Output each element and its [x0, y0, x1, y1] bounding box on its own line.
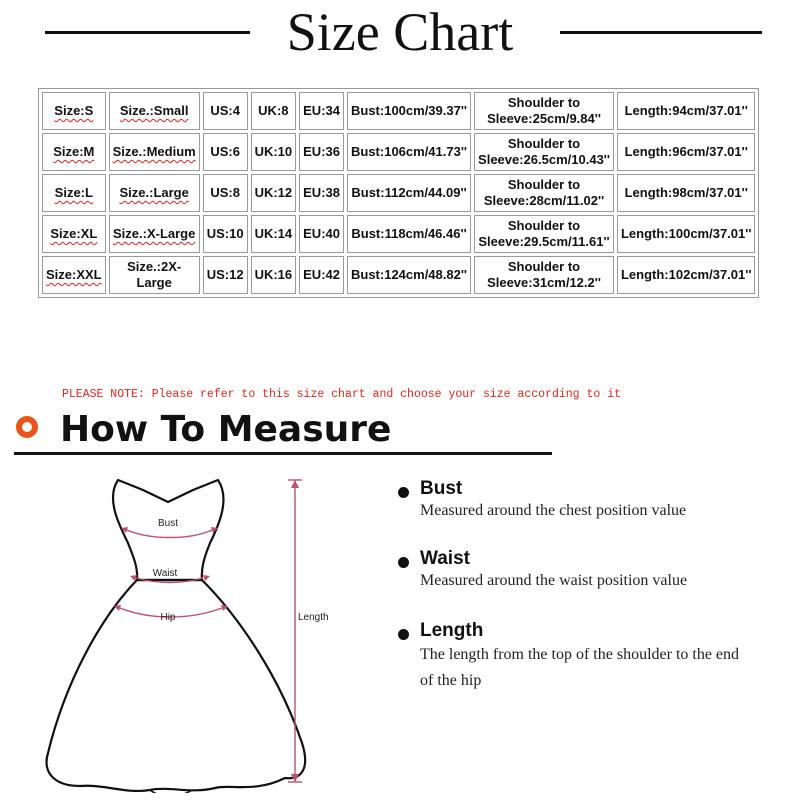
cell-text: EU:42	[303, 267, 340, 282]
measure-item-desc: Measured around the chest position value	[420, 502, 687, 519]
dress-outline-bodice	[113, 480, 224, 580]
table-cell	[347, 174, 471, 212]
cell-text: Size.:X-Large	[112, 226, 196, 241]
cell-text: Length:94cm/37.01''	[624, 103, 748, 118]
cell-text: EU:38	[303, 185, 340, 200]
size-note: PLEASE NOTE: Please refer to this size chart and choose your size according to it	[62, 388, 621, 401]
measure-title: How To Measure	[60, 409, 392, 450]
table-row	[42, 174, 755, 212]
cell-text: Size.:Large	[119, 185, 189, 200]
cell-text: UK:12	[254, 185, 293, 200]
table-cell	[299, 174, 344, 212]
cell-text: Sleeve:28cm/11.02''	[483, 193, 605, 208]
cell-text: Sleeve:26.5cm/10.43''	[478, 152, 610, 167]
cell-text: Shoulder to	[507, 136, 581, 151]
table-cell	[299, 133, 344, 171]
cell-text: Shoulder to	[507, 177, 581, 192]
table-cell	[109, 256, 200, 294]
diagram-label-waist: Waist	[152, 568, 178, 579]
table-cell	[617, 215, 755, 253]
table-cell	[109, 215, 200, 253]
table-row	[42, 256, 755, 294]
table-cell	[251, 256, 297, 294]
table-cell	[474, 174, 614, 212]
table-cell	[347, 133, 471, 171]
table-cell	[299, 92, 344, 130]
table-cell	[299, 256, 344, 294]
orange-ring-icon	[16, 416, 38, 438]
table-row	[42, 215, 755, 253]
measure-rule	[14, 452, 552, 455]
page-title: Size Chart	[286, 2, 514, 62]
cell-text: Sleeve:31cm/12.2''	[487, 275, 601, 290]
table-cell	[251, 92, 297, 130]
cell-text: EU:34	[303, 103, 340, 118]
cell-text: US:6	[210, 144, 240, 159]
table-cell	[203, 174, 248, 212]
table-cell	[347, 215, 471, 253]
table-cell	[42, 215, 106, 253]
table-cell	[251, 133, 297, 171]
cell-text: Length:102cm/37.01''	[620, 267, 752, 282]
bust-line	[127, 530, 212, 538]
cell-text: UK:10	[254, 144, 293, 159]
table-row	[42, 92, 755, 130]
cell-text: Size:XXL	[46, 267, 102, 282]
measure-item-title: Waist	[420, 548, 470, 569]
table-cell	[251, 174, 297, 212]
diagram-label-hip: Hip	[160, 612, 176, 623]
cell-text: Size.:Medium	[112, 144, 196, 159]
cell-text: Bust:100cm/39.37''	[351, 103, 468, 118]
cell-text: Bust:106cm/41.73''	[351, 144, 468, 159]
bullet-icon	[398, 629, 409, 640]
cell-text: Size:S	[54, 103, 94, 118]
cell-text: UK:16	[254, 267, 293, 282]
table-cell	[42, 256, 106, 294]
cell-text: Size:XL	[50, 226, 98, 241]
cell-text: Size:L	[54, 185, 93, 200]
cell-text: US:12	[206, 267, 244, 282]
table-cell	[42, 92, 106, 130]
table-cell	[474, 256, 614, 294]
cell-text: Sleeve:29.5cm/11.61''	[478, 234, 610, 249]
cell-text: EU:40	[303, 226, 340, 241]
cell-text: Size.:2X-	[127, 259, 182, 274]
cell-text: UK:8	[258, 103, 289, 118]
size-table-body	[42, 92, 755, 294]
cell-text: Shoulder to	[507, 218, 581, 233]
cell-text: EU:36	[303, 144, 340, 159]
bullet-icon	[398, 487, 409, 498]
table-cell	[299, 215, 344, 253]
table-cell	[251, 215, 297, 253]
table-cell	[109, 133, 200, 171]
cell-text: Length:98cm/37.01''	[624, 185, 748, 200]
cell-text: Large	[136, 275, 172, 290]
table-cell	[347, 92, 471, 130]
cell-text: Length:100cm/37.01''	[620, 226, 752, 241]
table-cell	[109, 92, 200, 130]
cell-text: Shoulder to	[507, 95, 581, 110]
measure-item-title: Bust	[420, 478, 463, 499]
table-cell	[203, 215, 248, 253]
table-cell	[474, 215, 614, 253]
table-cell	[474, 133, 614, 171]
cell-text: Length:96cm/37.01''	[624, 144, 748, 159]
cell-text: Bust:124cm/48.82''	[351, 267, 468, 282]
cell-text: Size.:Small	[119, 103, 189, 118]
measure-item-desc: The length from the top of the shoulder to the end of the hip	[420, 646, 740, 689]
bullet-icon	[398, 557, 409, 568]
diagram-label-length: Length	[298, 612, 329, 623]
cell-text: US:8	[210, 185, 240, 200]
table-cell	[203, 133, 248, 171]
dress-diagram	[40, 468, 340, 793]
cell-text: Sleeve:25cm/9.84''	[487, 111, 601, 126]
cell-text: US:10	[206, 226, 244, 241]
dress-outline-skirt	[47, 580, 306, 791]
cell-text: Bust:112cm/44.09''	[351, 185, 467, 200]
cell-text: Size:M	[53, 144, 95, 159]
measure-item-title: Length	[420, 620, 484, 641]
cell-text: US:4	[210, 103, 240, 118]
table-cell	[617, 92, 755, 130]
size-chart-table-wrap	[38, 88, 752, 298]
cell-text: UK:14	[254, 226, 293, 241]
cell-text: Bust:118cm/46.46''	[351, 226, 467, 241]
table-cell	[109, 174, 200, 212]
measure-item-desc: Measured around the waist position value	[420, 572, 688, 589]
table-cell	[42, 133, 106, 171]
diagram-label-bust: Bust	[157, 518, 179, 529]
table-row	[42, 133, 755, 171]
size-chart-table	[38, 88, 759, 298]
table-cell	[474, 92, 614, 130]
table-cell	[347, 256, 471, 294]
table-cell	[617, 174, 755, 212]
table-cell	[203, 92, 248, 130]
table-cell	[203, 256, 248, 294]
table-cell	[617, 133, 755, 171]
table-cell	[617, 256, 755, 294]
cell-text: Shoulder to	[507, 259, 581, 274]
table-cell	[42, 174, 106, 212]
